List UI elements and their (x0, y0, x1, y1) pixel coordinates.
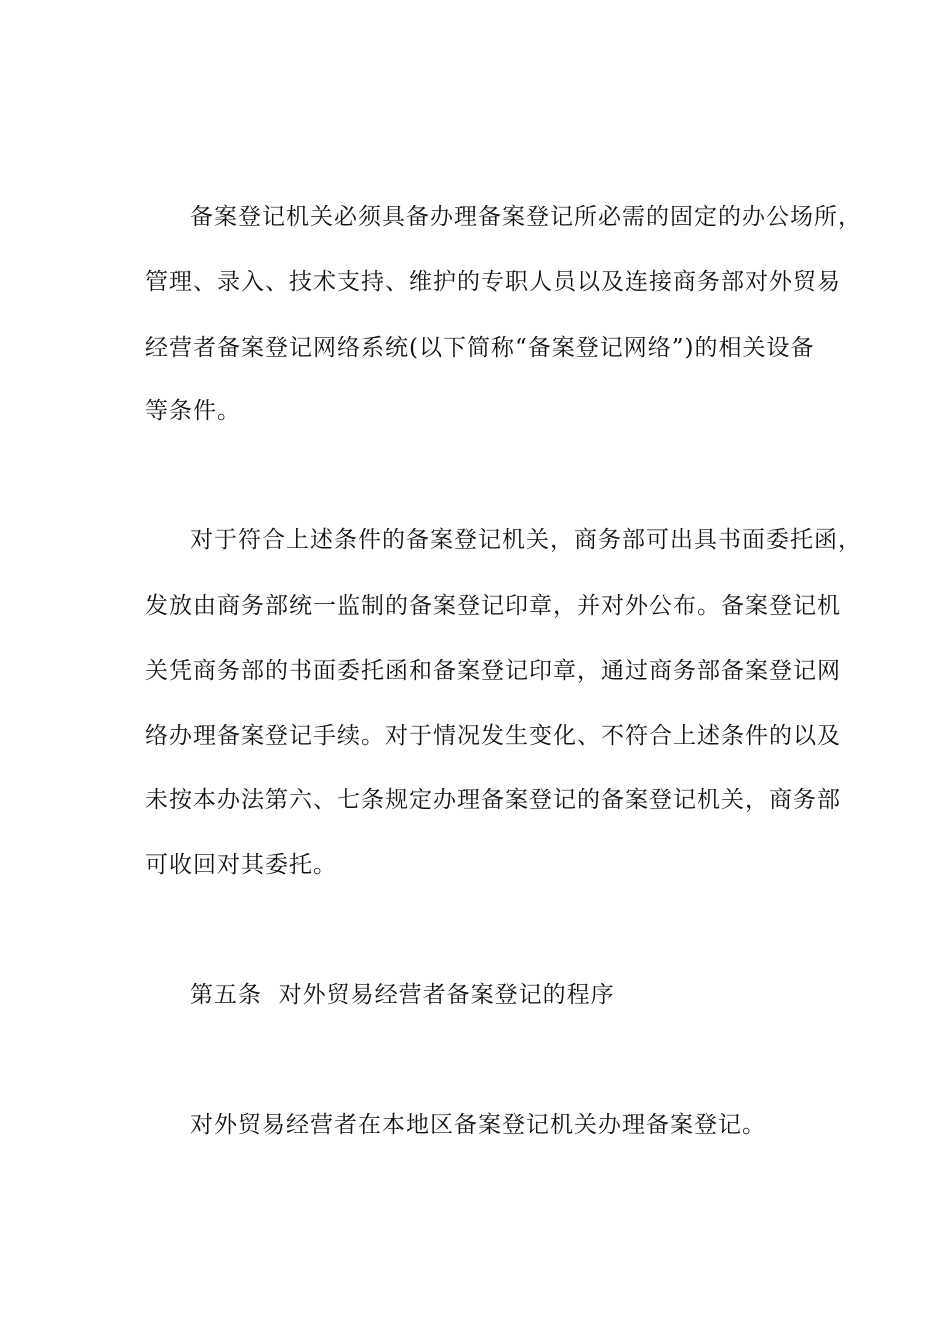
paragraph-2-line-4: 络办理备案登记手续。对于情况发生变化、不符合上述条件的以及 (145, 723, 841, 749)
article-heading: 第五条 对外贸易经营者备案登记的程序 (190, 982, 615, 1008)
paragraph-1-line-3: 经营者备案登记网络系统(以下简称“备案登记网络”)的相关设备 (145, 335, 815, 361)
paragraph-1-line-4: 等条件。 (145, 398, 241, 424)
paragraph-1-line-2: 管理、录入、技术支持、维护的专职人员以及连接商务部对外贸易 (145, 269, 841, 295)
paragraph-3-line-1: 对外贸易经营者在本地区备案登记机关办理备案登记。 (190, 1112, 766, 1138)
paragraph-2-line-1: 对于符合上述条件的备案登记机关，商务部可出具书面委托函， (190, 527, 862, 553)
paragraph-1-line-1: 备案登记机关必须具备办理备案登记所必需的固定的办公场所， (190, 204, 862, 230)
paragraph-2-line-2: 发放由商务部统一监制的备案登记印章，并对外公布。备案登记机 (145, 593, 841, 619)
paragraph-2-line-3: 关凭商务部的书面委托函和备案登记印章，通过商务部备案登记网 (145, 658, 841, 684)
paragraph-2-line-6: 可收回对其委托。 (145, 852, 337, 878)
paragraph-2-line-5: 未按本办法第六、七条规定办理备案登记的备案登记机关，商务部 (145, 787, 841, 813)
